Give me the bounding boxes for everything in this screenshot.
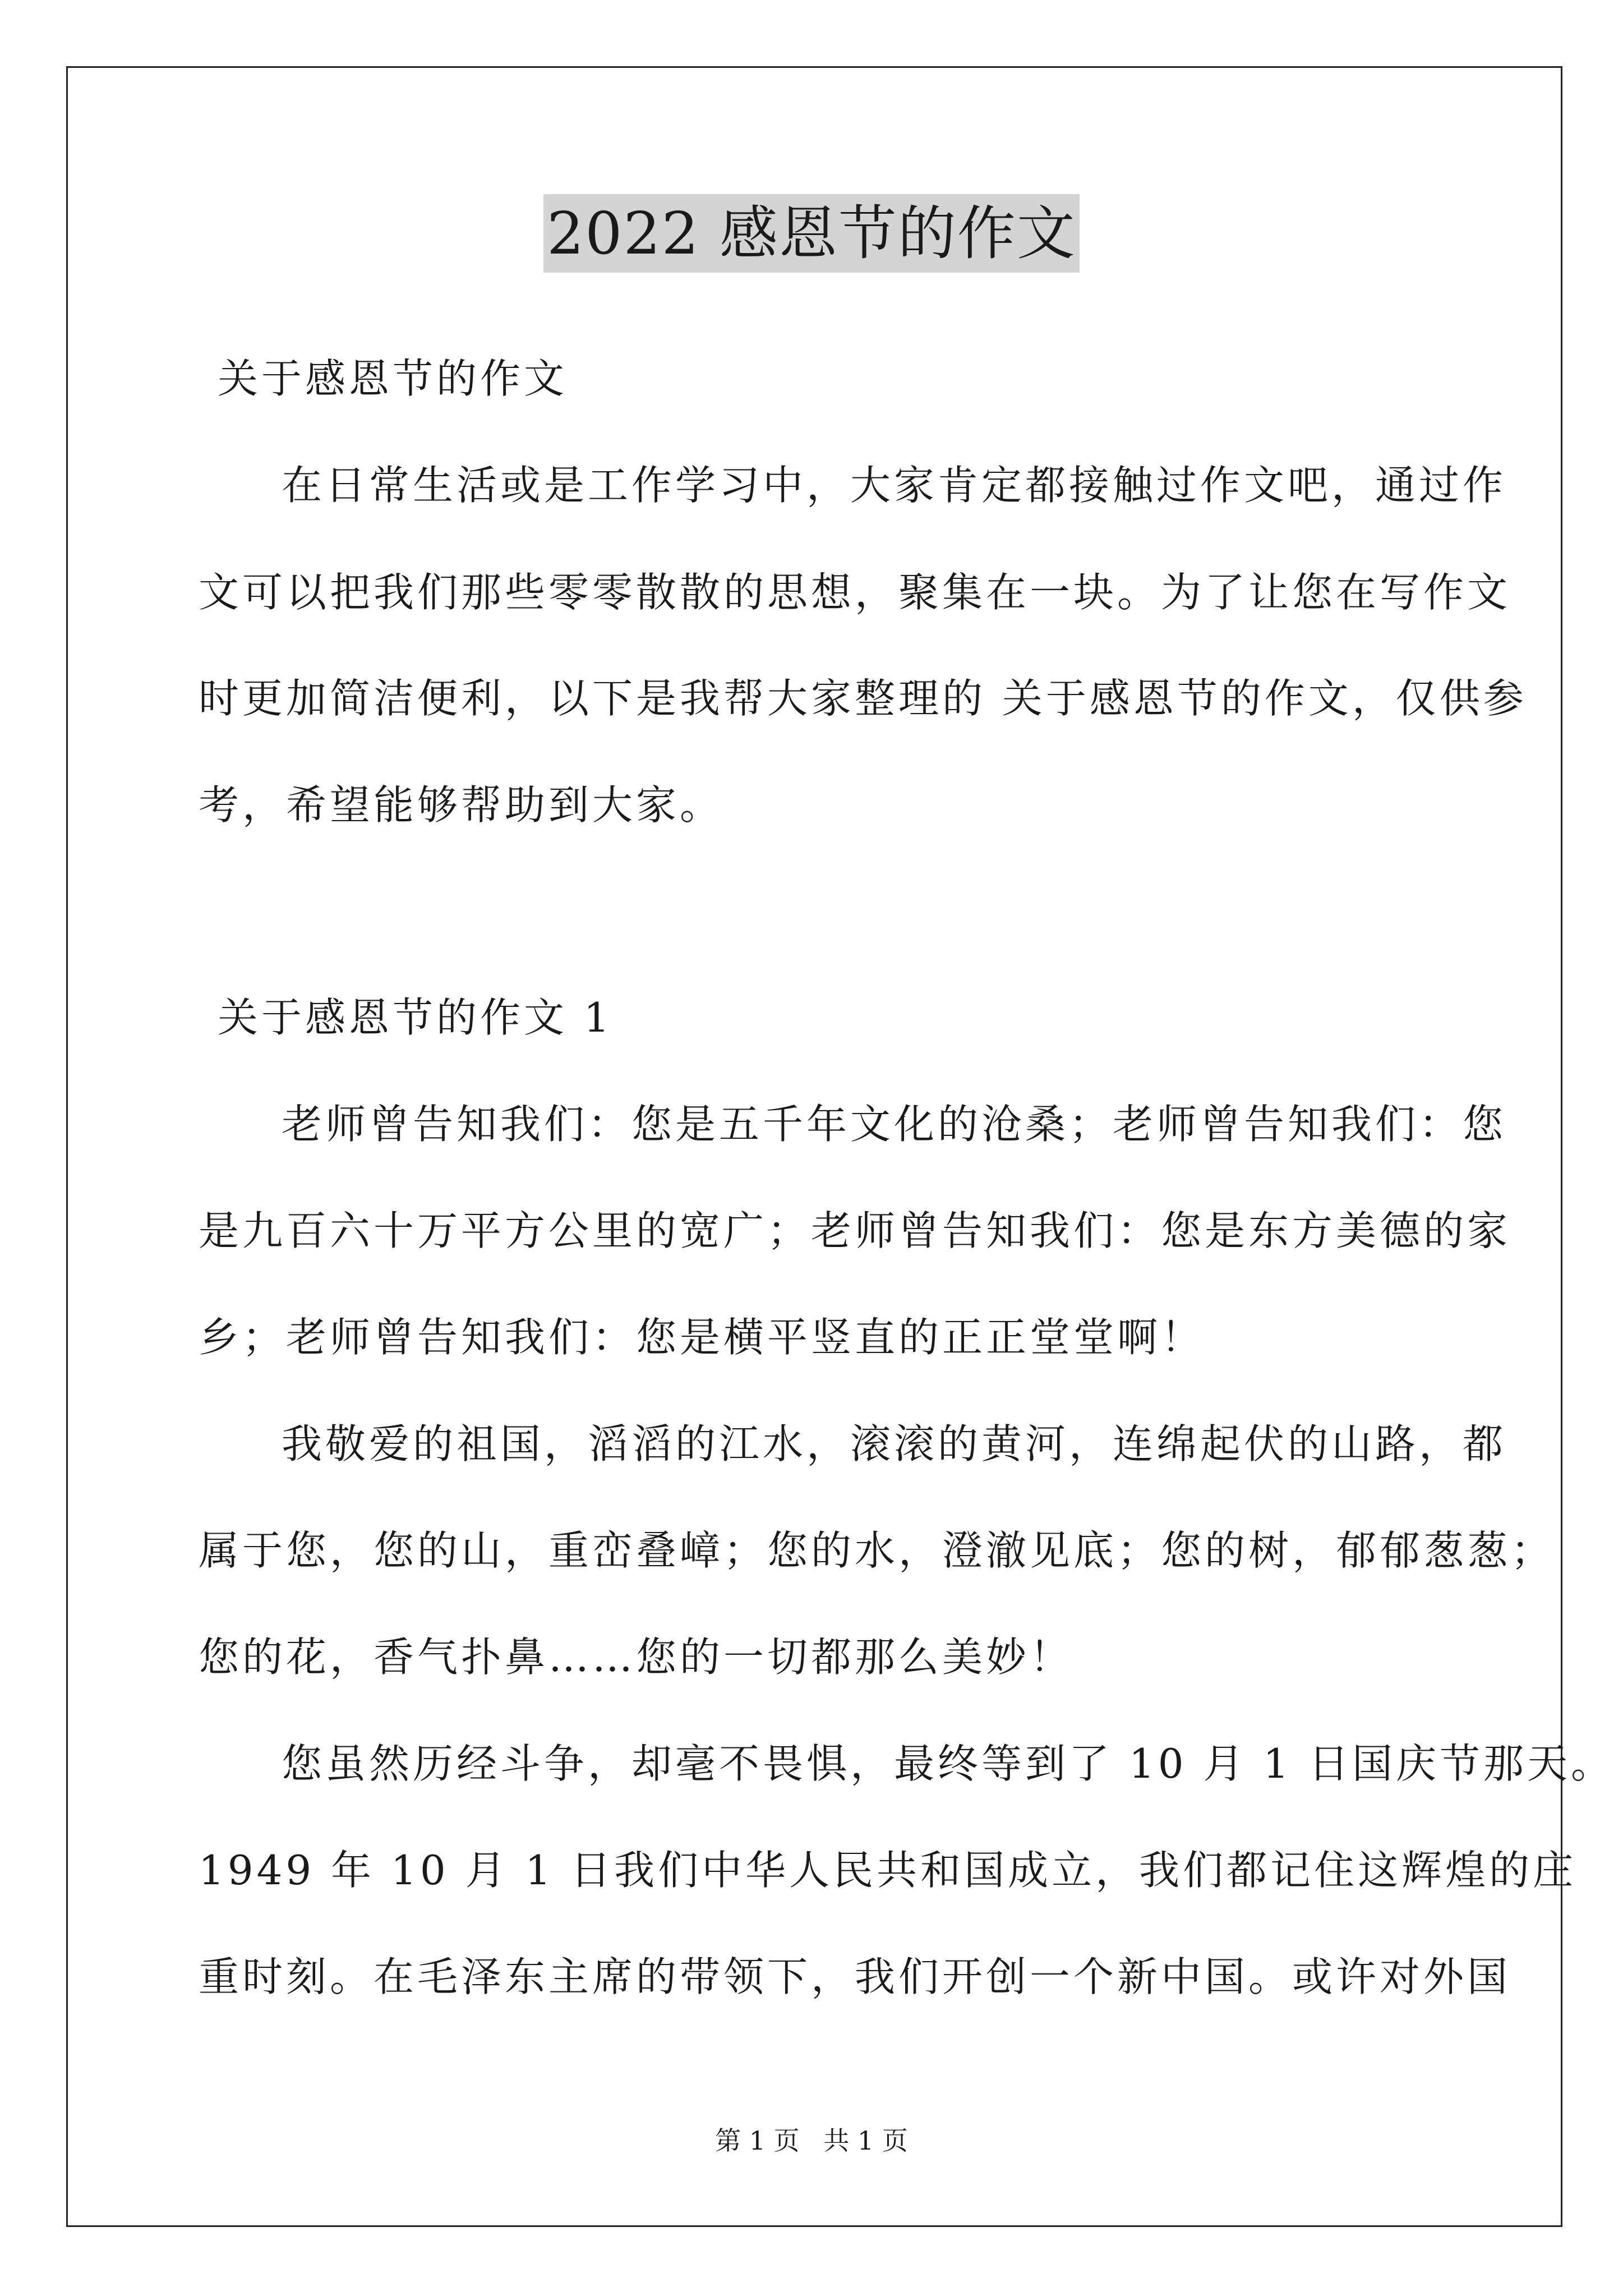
page-total: 共 1 页 [823,2125,908,2156]
paragraph-line: 在日常生活或是工作学习中，大家肯定都接触过作文吧，通过作 [282,462,1507,509]
title-wrap [0,194,1623,273]
page-number: 第 1 页 [715,2125,800,2156]
paragraph-line: 重时刻。在毛泽东主席的带领下，我们开创一个新中国。或许对外国 [199,1953,1511,2000]
paragraph-line: 是九百六十万平方公里的宽广；老师曾告知我们：您是东方美德的家 [199,1207,1511,1254]
paragraph-line: 老师曾告知我们：您是五千年文化的沧桑；老师曾告知我们：您 [282,1101,1507,1148]
paragraph-line: 您的花，香气扑鼻……您的一切都那么美妙！ [199,1634,1074,1681]
paragraph-line: 文可以把我们那些零零散散的思想，聚集在一块。为了让您在写作文 [199,569,1511,616]
paragraph-line: 考，希望能够帮助到大家。 [199,781,724,829]
page-footer [0,2124,1623,2157]
paragraph-line: 乡；老师曾告知我们：您是横平竖直的正正堂堂啊！ [199,1314,1205,1361]
document-title: 2022 感恩节的作文 [543,194,1080,273]
paragraph-line: 您虽然历经斗争，却毫不畏惧，最终等到了 10 月 1 日国庆节那天。 [282,1740,1615,1787]
subheading: 关于感恩节的作文 1 [218,994,613,1041]
paragraph-line: 我敬爱的祖国，滔滔的江水，滚滚的黄河，连绵起伏的山路，都 [282,1420,1507,1467]
paragraph-line: 属于您，您的山，重峦叠嶂；您的水，澄澈见底；您的树，郁郁葱葱； [199,1527,1555,1574]
subheading: 关于感恩节的作文 [218,355,568,402]
paragraph-line: 时更加简洁便利，以下是我帮大家整理的 关于感恩节的作文，仅供参 [199,675,1527,722]
paragraph-line: 1949 年 10 月 1 日我们中华人民共和国成立，我们都记住这辉煌的庄 [199,1847,1577,1894]
